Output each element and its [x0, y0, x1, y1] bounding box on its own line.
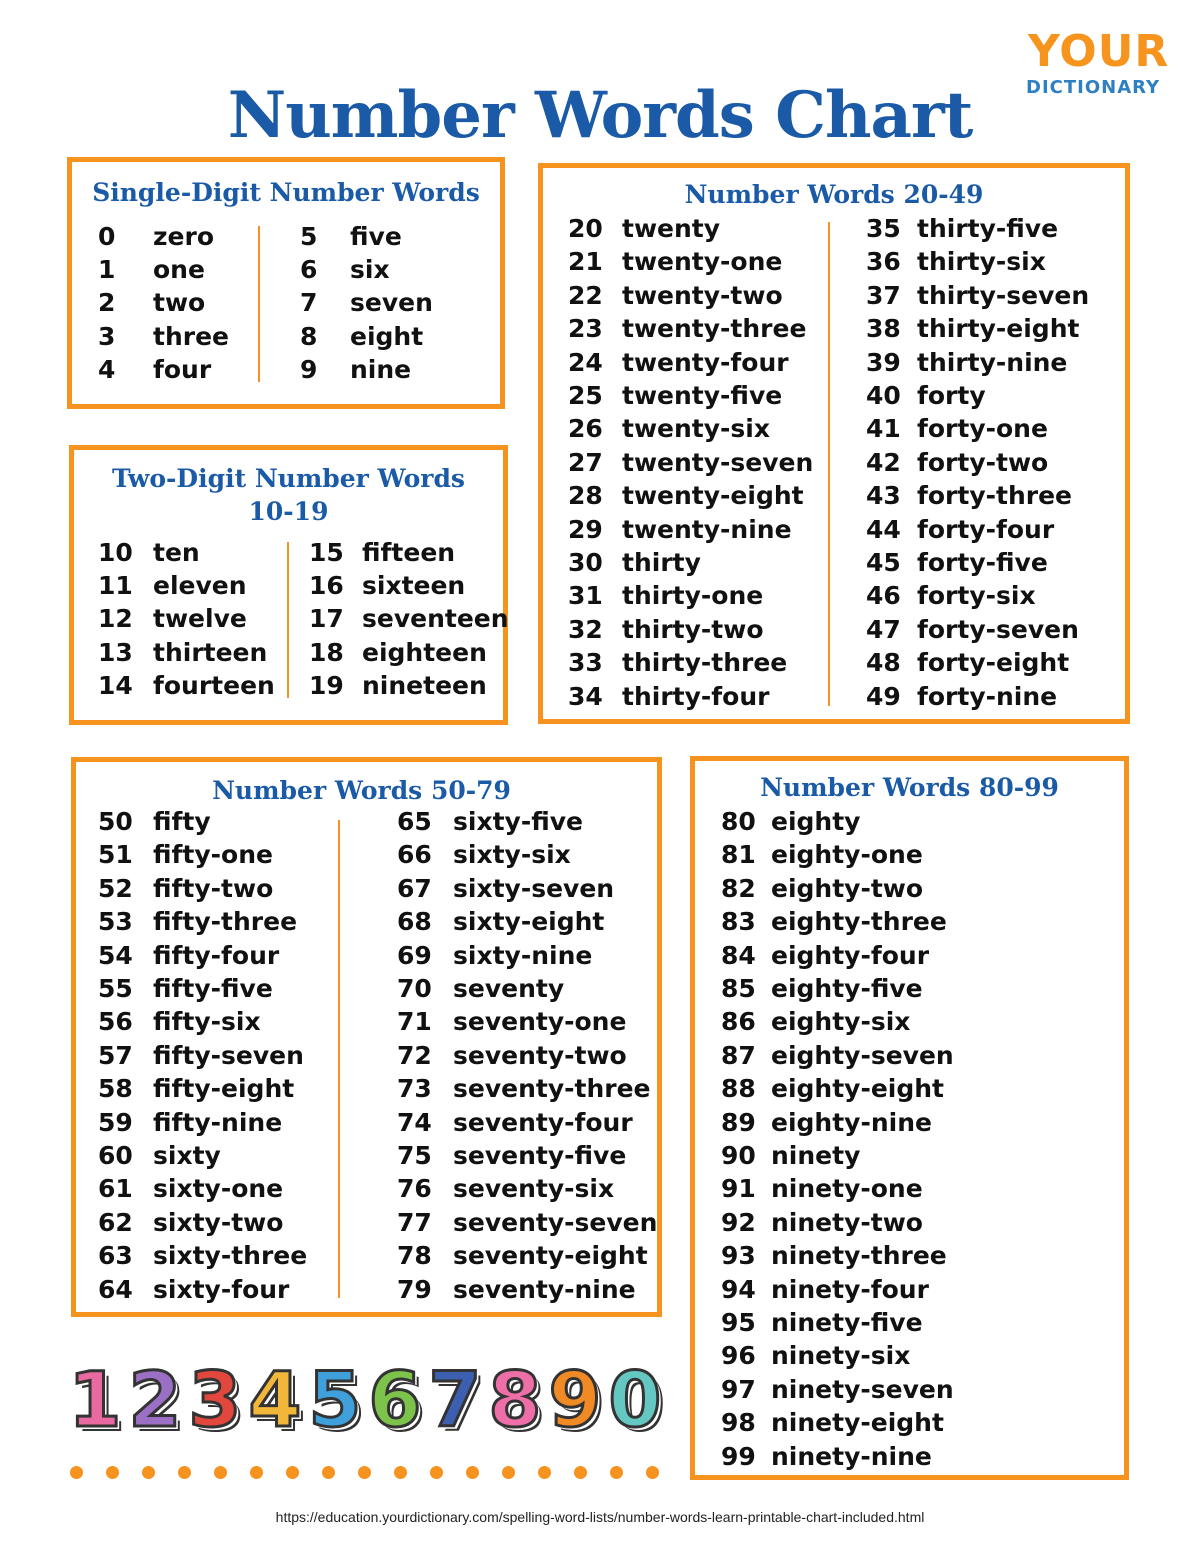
decorative-numbers [64, 1355, 674, 1444]
decorative-dot [538, 1466, 551, 1479]
number-word: ninety-seven [771, 1374, 954, 1404]
number-word: eighty [771, 807, 861, 836]
number-digit: 70 [397, 974, 432, 1003]
range-50-79-col-2 [397, 807, 657, 1312]
number-word: twenty-three [622, 314, 807, 344]
two-digit-col-2 [309, 538, 509, 708]
number-word: twenty-five [622, 381, 783, 410]
number-digit: 86 [721, 1007, 756, 1037]
number-word: twenty [622, 214, 721, 243]
range-20-49-divider [828, 222, 830, 706]
number-word: sixty-three [153, 1241, 308, 1271]
decorative-dot [394, 1466, 407, 1479]
number-digit: 8 [300, 321, 318, 351]
number-word: fifty-five [153, 974, 273, 1003]
range-80-99-title: Number Words 80-99 [760, 773, 1059, 802]
number-digit: 68 [397, 907, 432, 937]
decorative-dot [214, 1466, 227, 1479]
number-word: ninety-one [771, 1174, 923, 1204]
number-digit: 35 [866, 214, 901, 243]
number-digit: 45 [866, 548, 901, 577]
number-digit: 53 [98, 907, 133, 937]
decorative-digit: 2 [128, 1355, 182, 1444]
number-word: forty-eight [917, 648, 1070, 678]
decorative-dot [286, 1466, 299, 1479]
number-digit: 92 [721, 1207, 756, 1237]
range-50-79-title: Number Words 50-79 [212, 776, 511, 805]
decorative-digit: 4 [248, 1355, 302, 1444]
number-digit: 81 [721, 840, 756, 870]
number-digit: 75 [397, 1141, 432, 1170]
two-digit-box [69, 445, 508, 725]
number-word: sixty-seven [453, 873, 615, 903]
number-digit: 0 [98, 222, 116, 251]
number-word: sixty-two [153, 1207, 284, 1237]
number-digit: 72 [397, 1040, 432, 1070]
number-digit: 43 [866, 481, 901, 511]
number-word: twenty-nine [622, 514, 792, 544]
number-digit: 47 [866, 614, 901, 644]
decorative-dot [646, 1466, 659, 1479]
number-word: thirty-three [622, 648, 788, 678]
number-digit: 39 [866, 347, 901, 377]
number-word: ninety [771, 1141, 861, 1170]
number-digit: 25 [568, 381, 603, 410]
number-digit: 90 [721, 1141, 756, 1170]
number-digit: 12 [98, 604, 133, 634]
number-digit: 34 [568, 681, 603, 711]
decorative-dot [322, 1466, 335, 1479]
single-digit-col-1 [98, 222, 268, 392]
two-digit-divider [287, 542, 289, 698]
number-word: ninety-eight [771, 1408, 944, 1438]
range-20-49-title: Number Words 20-49 [684, 180, 984, 209]
decorative-dots [70, 1466, 670, 1482]
number-digit: 23 [568, 314, 603, 344]
number-word: twenty-six [622, 414, 770, 444]
number-digit: 5 [300, 222, 318, 251]
number-word: forty-five [917, 548, 1048, 577]
number-digit: 30 [568, 548, 603, 577]
number-digit: 76 [397, 1174, 432, 1204]
number-digit: 62 [98, 1207, 133, 1237]
decorative-dot [610, 1466, 623, 1479]
number-digit: 18 [309, 637, 344, 667]
number-digit: 94 [721, 1274, 756, 1304]
number-word: twenty-one [622, 247, 783, 277]
number-digit: 4 [98, 354, 116, 384]
number-digit: 52 [98, 873, 133, 903]
number-word: forty-six [917, 581, 1036, 611]
number-word: sixty-four [153, 1274, 290, 1304]
number-digit: 58 [98, 1074, 133, 1104]
number-word: thirty-one [622, 581, 764, 611]
decorative-dot [70, 1466, 83, 1479]
number-word: sixty-nine [453, 940, 593, 970]
number-word: thirty [622, 548, 701, 577]
number-digit: 19 [309, 670, 344, 700]
number-digit: 59 [98, 1107, 133, 1137]
two-digit-title-line2: 10-19 [248, 497, 329, 526]
number-word: seventy-two [453, 1040, 627, 1070]
number-digit: 14 [98, 670, 133, 700]
number-digit: 42 [866, 447, 901, 477]
number-digit: 83 [721, 907, 756, 937]
number-digit: 77 [397, 1207, 432, 1237]
number-digit: 2 [98, 288, 116, 318]
number-digit: 27 [568, 447, 603, 477]
number-word: sixty-five [453, 807, 583, 836]
number-word: eighty-seven [771, 1040, 954, 1070]
number-word: three [153, 321, 229, 351]
number-word: seventeen [362, 604, 509, 634]
number-digit: 7 [300, 288, 318, 318]
number-digit: 26 [568, 414, 603, 444]
source-url: https://education.yourdictionary.com/spelling-word-lists/number-words-learn-printable-chart-included.html [275, 1509, 925, 1525]
decorative-dot [502, 1466, 515, 1479]
single-digit-box [67, 157, 505, 409]
decorative-digit: 7 [428, 1355, 482, 1444]
number-word: eighty-four [771, 940, 930, 970]
number-word: seventy-seven [453, 1207, 658, 1237]
number-word: thirty-four [622, 681, 770, 711]
number-word: eighty-eight [771, 1074, 945, 1104]
number-word: nine [350, 354, 412, 384]
number-digit: 40 [866, 381, 901, 410]
number-word: fifty-seven [153, 1040, 304, 1070]
number-digit: 87 [721, 1040, 756, 1070]
number-digit: 65 [397, 807, 432, 836]
number-word: forty-three [917, 481, 1072, 511]
decorative-digit: 6 [368, 1355, 422, 1444]
number-digit: 67 [397, 873, 432, 903]
decorative-dot [358, 1466, 371, 1479]
number-digit: 85 [721, 974, 756, 1003]
number-digit: 66 [397, 840, 432, 870]
decorative-digit: 5 [308, 1355, 362, 1444]
number-digit: 56 [98, 1007, 133, 1037]
number-digit: 3 [98, 321, 116, 351]
number-digit: 79 [397, 1274, 432, 1304]
number-digit: 31 [568, 581, 603, 611]
number-word: fifty-eight [153, 1074, 295, 1104]
number-digit: 51 [98, 840, 133, 870]
number-digit: 82 [721, 873, 756, 903]
number-digit: 28 [568, 481, 603, 511]
number-word: fifty-six [153, 1007, 261, 1037]
number-digit: 50 [98, 807, 133, 836]
number-digit: 73 [397, 1074, 432, 1104]
single-digit-divider [258, 226, 260, 382]
number-word: thirty-seven [917, 280, 1090, 310]
number-word: seventy-six [453, 1174, 615, 1204]
number-word: ninety-six [771, 1341, 911, 1371]
number-word: eighty-one [771, 840, 923, 870]
number-word: forty-seven [917, 614, 1079, 644]
number-digit: 80 [721, 807, 756, 836]
number-word: five [350, 222, 402, 251]
number-digit: 6 [300, 255, 318, 285]
number-digit: 63 [98, 1241, 133, 1271]
number-digit: 84 [721, 940, 756, 970]
number-word: seventy-three [453, 1074, 651, 1104]
number-word: seventy-one [453, 1007, 627, 1037]
number-digit: 97 [721, 1374, 756, 1404]
number-word: fourteen [153, 670, 275, 700]
number-digit: 20 [568, 214, 603, 243]
number-digit: 60 [98, 1141, 133, 1170]
number-word: fifty [153, 807, 211, 836]
number-digit: 13 [98, 637, 133, 667]
single-digit-col-2 [300, 222, 480, 392]
number-word: forty [917, 381, 986, 410]
number-digit: 71 [397, 1007, 432, 1037]
number-word: twenty-four [622, 347, 789, 377]
number-word: fifty-nine [153, 1107, 283, 1137]
number-word: six [350, 255, 390, 285]
number-digit: 41 [866, 414, 901, 444]
number-word: sixty-six [453, 840, 571, 870]
number-digit: 29 [568, 514, 603, 544]
number-word: fifty-one [153, 840, 273, 870]
number-digit: 1 [98, 255, 116, 285]
number-digit: 95 [721, 1308, 756, 1337]
range-20-49-col-2 [866, 214, 1126, 719]
decorative-dot [178, 1466, 191, 1479]
number-word: zero [153, 222, 215, 251]
range-80-99-col-1 [721, 807, 1021, 1477]
range-50-79-divider [338, 820, 340, 1298]
number-digit: 98 [721, 1408, 756, 1438]
number-word: eighty-five [771, 974, 923, 1003]
number-digit: 37 [866, 280, 901, 310]
number-word: sixty-one [153, 1174, 284, 1204]
number-word: nineteen [362, 670, 487, 700]
number-digit: 22 [568, 280, 603, 310]
number-word: thirty-eight [917, 314, 1080, 344]
two-digit-title-line1: Two-Digit Number Words [111, 464, 465, 493]
number-digit: 54 [98, 940, 133, 970]
number-digit: 9 [300, 354, 318, 384]
number-word: fifteen [362, 538, 456, 567]
number-word: ninety-four [771, 1274, 929, 1304]
number-word: ten [153, 538, 200, 567]
page-title: Number Words Chart [227, 78, 973, 153]
decorative-dot [466, 1466, 479, 1479]
number-word: eleven [153, 571, 247, 601]
number-digit: 44 [866, 514, 901, 544]
number-digit: 99 [721, 1441, 756, 1471]
number-digit: 57 [98, 1040, 133, 1070]
number-word: ninety-two [771, 1207, 923, 1237]
decorative-dot [142, 1466, 155, 1479]
number-word: sixty-eight [453, 907, 605, 937]
number-digit: 74 [397, 1107, 432, 1137]
number-digit: 69 [397, 940, 432, 970]
number-digit: 38 [866, 314, 901, 344]
decorative-dot [106, 1466, 119, 1479]
number-word: seven [350, 288, 433, 318]
number-word: two [153, 288, 206, 318]
number-word: twenty-two [622, 280, 783, 310]
number-digit: 10 [98, 538, 133, 567]
range-50-79-box [71, 757, 662, 1317]
number-word: one [153, 255, 205, 285]
decorative-dot [250, 1466, 263, 1479]
number-word: seventy-five [453, 1141, 627, 1170]
range-20-49-col-1 [568, 214, 828, 719]
number-digit: 33 [568, 648, 603, 678]
number-word: twelve [153, 604, 247, 634]
number-word: sixty [153, 1141, 221, 1170]
number-word: twenty-seven [622, 447, 814, 477]
number-word: seventy-four [453, 1107, 633, 1137]
number-digit: 93 [721, 1241, 756, 1271]
number-word: thirty-five [917, 214, 1059, 243]
range-80-99-box [690, 756, 1129, 1480]
decorative-digit: 3 [188, 1355, 242, 1444]
decorative-digit: 1 [68, 1355, 122, 1444]
number-word: eighty-three [771, 907, 947, 937]
number-digit: 78 [397, 1241, 432, 1271]
number-word: fifty-three [153, 907, 298, 937]
number-word: ninety-nine [771, 1441, 932, 1471]
number-digit: 46 [866, 581, 901, 611]
number-word: ninety-three [771, 1241, 947, 1271]
decorative-digit: 8 [488, 1355, 542, 1444]
number-word: fifty-two [153, 873, 274, 903]
number-digit: 55 [98, 974, 133, 1003]
single-digit-title: Single-Digit Number Words [92, 178, 480, 207]
number-word: thirty-two [622, 614, 764, 644]
number-digit: 21 [568, 247, 603, 277]
number-digit: 36 [866, 247, 901, 277]
number-digit: 48 [866, 648, 901, 678]
number-word: eighty-six [771, 1007, 911, 1037]
number-word: thirty-six [917, 247, 1046, 277]
range-20-49-box [538, 163, 1130, 724]
number-word: four [153, 354, 212, 384]
number-word: twenty-eight [622, 481, 804, 511]
number-word: forty-nine [917, 681, 1058, 711]
number-word: fifty-four [153, 940, 280, 970]
decorative-digit: 0 [608, 1355, 662, 1444]
number-digit: 16 [309, 571, 344, 601]
number-word: eighteen [362, 637, 487, 667]
number-word: seventy [453, 974, 565, 1003]
decorative-dot [430, 1466, 443, 1479]
number-digit: 64 [98, 1274, 133, 1304]
number-word: forty-four [917, 514, 1055, 544]
number-digit: 17 [309, 604, 344, 634]
number-word: thirty-nine [917, 347, 1068, 377]
number-digit: 32 [568, 614, 603, 644]
logo-your-text: YOUR [1028, 26, 1170, 77]
number-word: thirteen [153, 637, 268, 667]
number-digit: 61 [98, 1174, 133, 1204]
number-word: forty-two [917, 447, 1049, 477]
number-digit: 91 [721, 1174, 756, 1204]
number-digit: 11 [98, 571, 133, 601]
decorative-digit: 9 [548, 1355, 602, 1444]
range-50-79-col-1 [98, 807, 338, 1312]
two-digit-col-1 [98, 538, 288, 708]
number-digit: 88 [721, 1074, 756, 1104]
number-word: seventy-nine [453, 1274, 636, 1304]
number-word: eighty-two [771, 873, 924, 903]
decorative-dot [574, 1466, 587, 1479]
number-word: eight [350, 321, 424, 351]
number-word: sixteen [362, 571, 466, 601]
number-digit: 49 [866, 681, 901, 711]
number-digit: 96 [721, 1341, 756, 1371]
number-word: ninety-five [771, 1308, 923, 1337]
logo-dictionary-text: DICTIONARY [1026, 77, 1161, 98]
number-word: eighty-nine [771, 1107, 932, 1137]
number-digit: 15 [309, 538, 344, 567]
number-digit: 89 [721, 1107, 756, 1137]
number-digit: 24 [568, 347, 603, 377]
number-word: seventy-eight [453, 1241, 648, 1271]
number-word: forty-one [917, 414, 1048, 444]
